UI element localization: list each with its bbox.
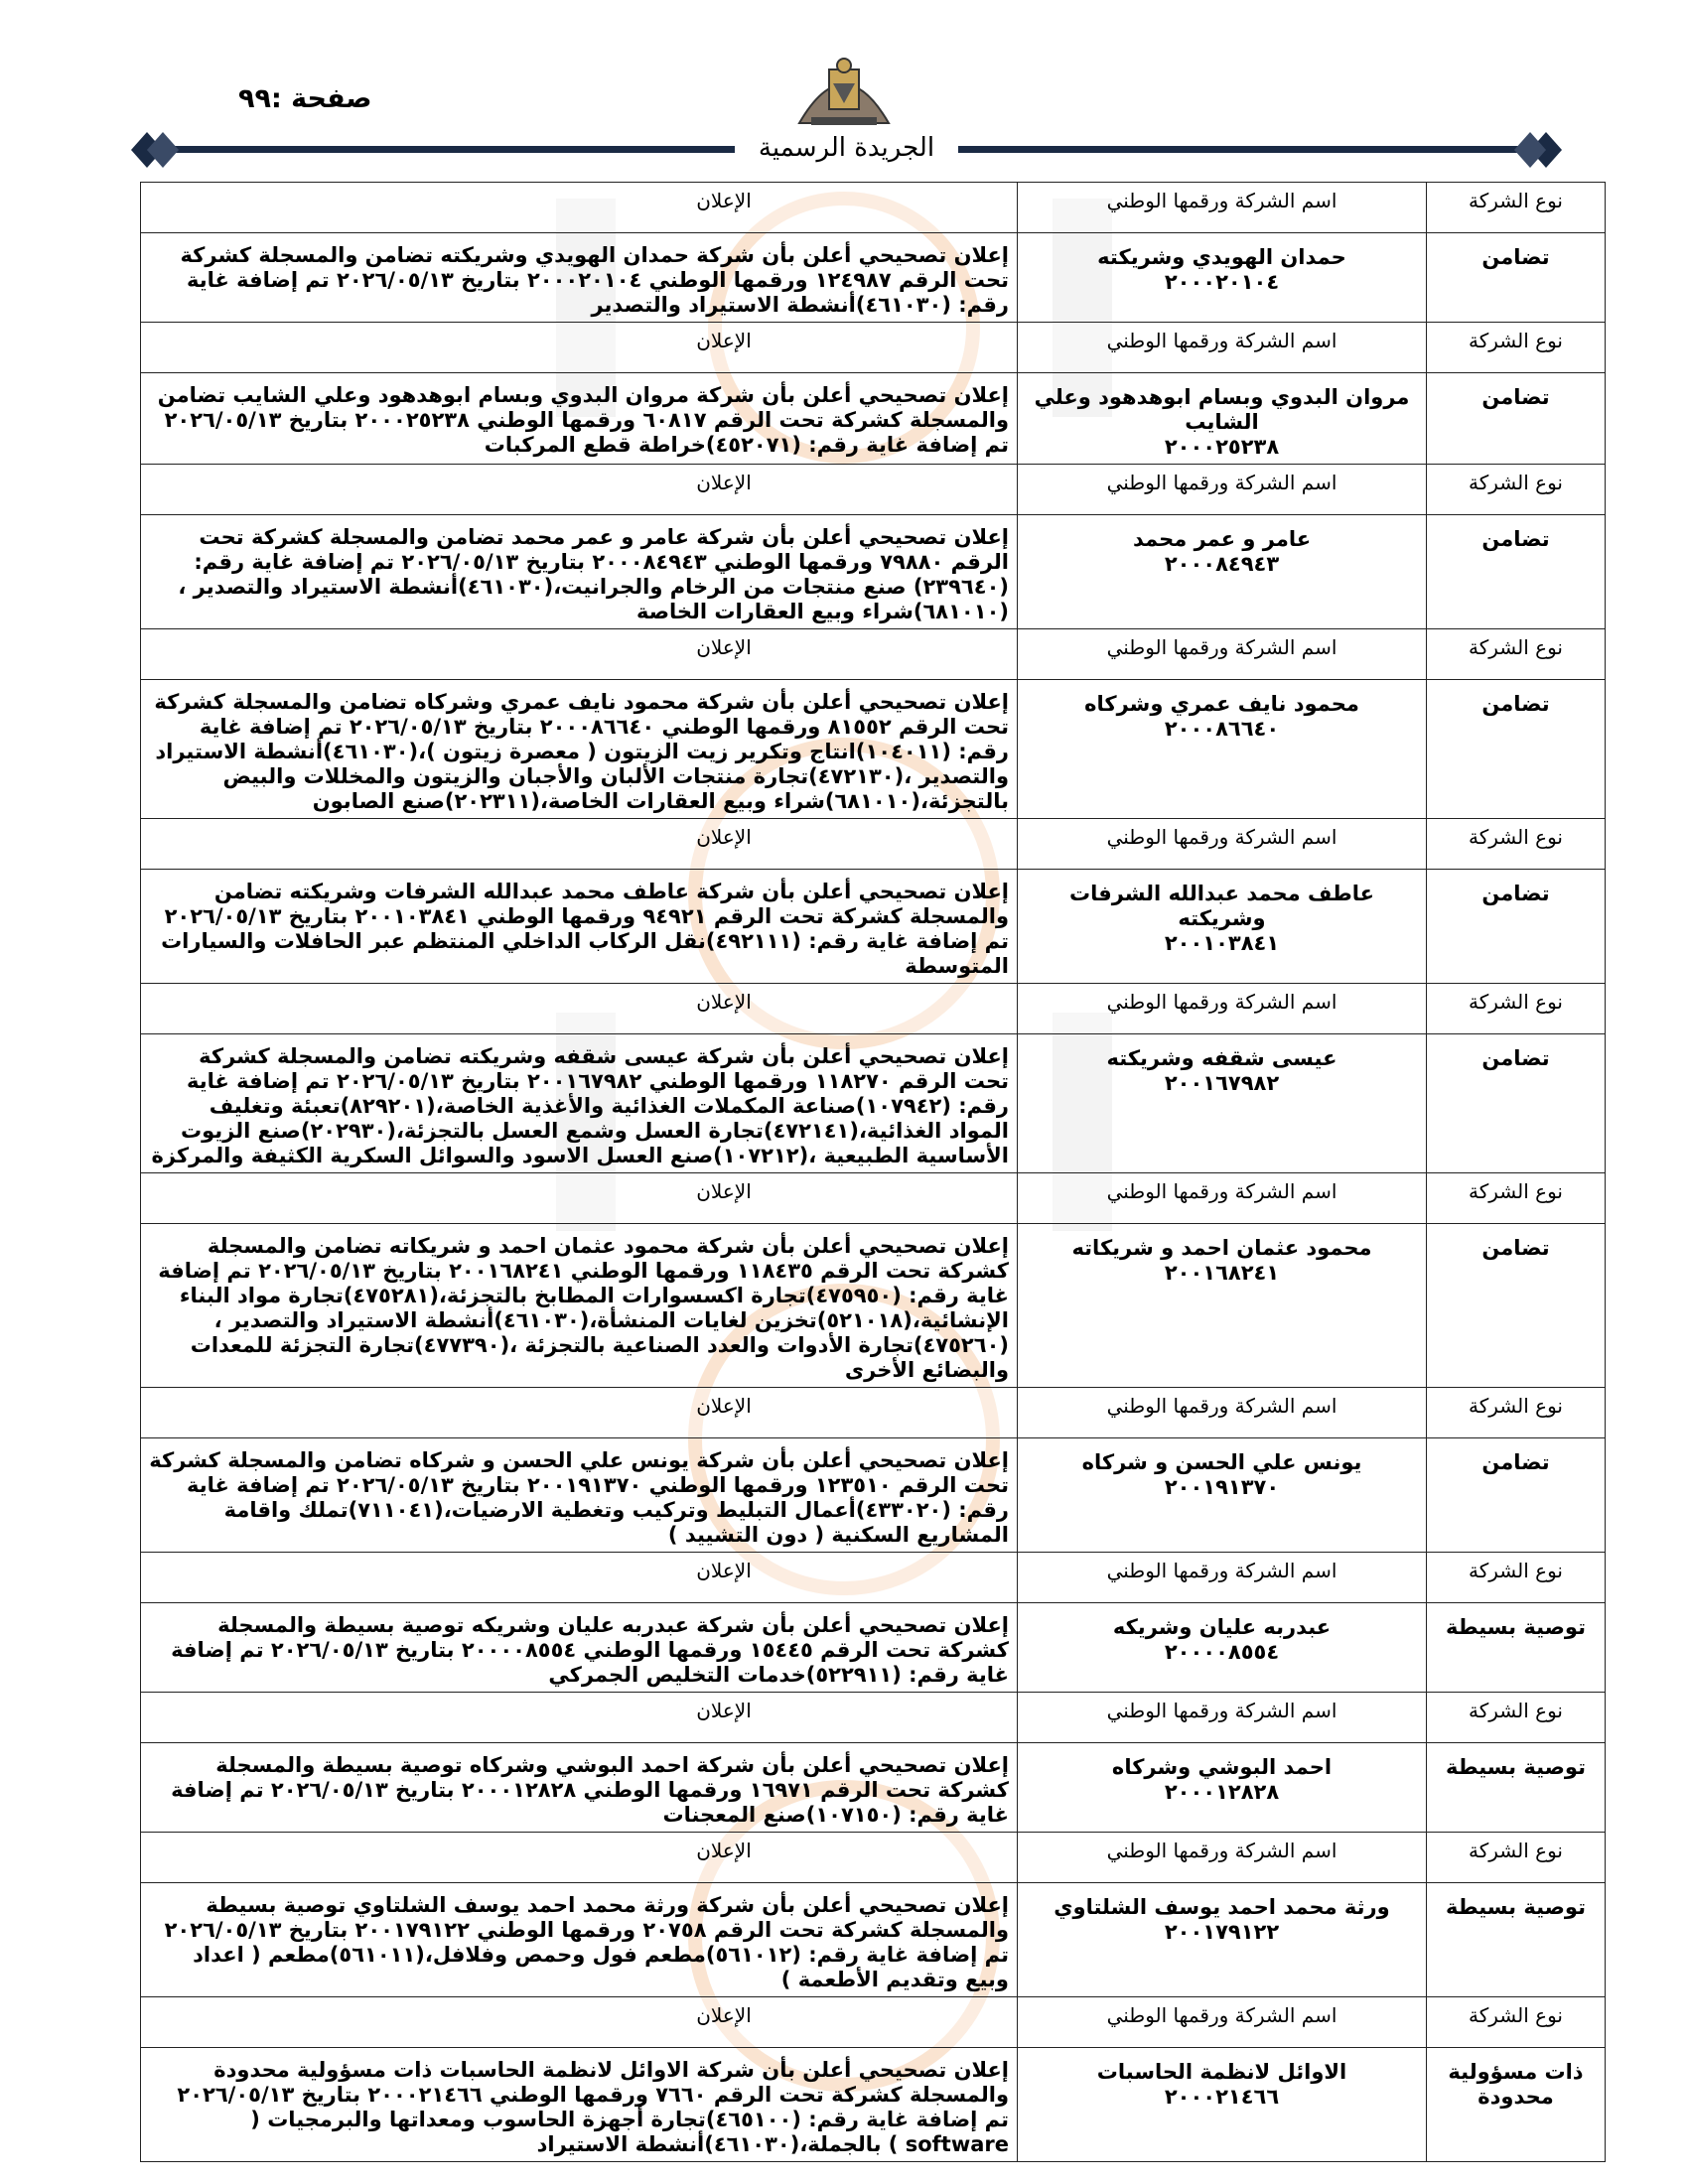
record-row	[141, 870, 1606, 984]
company-type: توصية بسيطة	[1427, 1883, 1606, 1997]
national-number: ٢٠٠١٦٨٢٤١	[1164, 1261, 1280, 1285]
record-row	[141, 1438, 1606, 1553]
header-name: اسم الشركة ورقمها الوطني	[1018, 1388, 1427, 1438]
header-notice: الإعلان	[141, 1388, 1018, 1438]
notice-text: إعلان تصحيحي أعلن بأن شركة يونس علي الحسن و شركاه تضامن والمسجلة كشركة تحت الرقم ١٢٣٥١٠ ورقمها الوطني ٢٠٠١٩١٣٧٠ بتاريخ ٢٠٢٦/٠٥/١٣ تم إضافة غاية رقم: (٤٣٣٠٢٠)أعمال التبليط وتركيب وتغطية الارضيات،(٧١١٠٤١)تملك واقامة المشاريع السكنية ( دون التشييد )	[141, 1438, 1018, 1553]
company-name-cell	[1018, 1603, 1427, 1693]
header-name: اسم الشركة ورقمها الوطني	[1018, 465, 1427, 515]
company-name: محمود عثمان احمد و شريكاته	[1071, 1236, 1372, 1260]
notice-text: إعلان تصحيحي أعلن بأن شركة احمد البوشي وشركاه توصية بسيطة والمسجلة كشركة تحت الرقم ١٦٩٧١ ورقمها الوطني ٢٠٠٠١٢٨٢٨ بتاريخ ٢٠٢٦/٠٥/١٣ تم إضافة غاية رقم: (١٠٧١٥٠)صنع المعجنات	[141, 1743, 1018, 1833]
header-type: نوع الشركة	[1427, 1997, 1606, 2048]
company-name-cell	[1018, 1883, 1427, 1997]
company-type: تضامن	[1427, 515, 1606, 629]
header-row	[141, 1997, 1606, 2048]
notice-text: إعلان تصحيحي أعلن بأن شركة عبدربه عليان وشريكه توصية بسيطة والمسجلة كشركة تحت الرقم ١٥٤٤٥ ورقمها الوطني ٢٠٠٠٠٨٥٥٤ بتاريخ ٢٠٢٦/٠٥/١٣ تم إضافة غاية رقم: (٥٢٢٩١١)خدمات التخليص الجمركي	[141, 1603, 1018, 1693]
company-type: تضامن	[1427, 680, 1606, 819]
header-name: اسم الشركة ورقمها الوطني	[1018, 1833, 1427, 1883]
header-notice: الإعلان	[141, 1693, 1018, 1743]
header-name: اسم الشركة ورقمها الوطني	[1018, 629, 1427, 680]
record-row	[141, 2048, 1606, 2162]
notice-text: إعلان تصحيحي أعلن بأن شركة عامر و عمر محمد تضامن والمسجلة كشركة تحت الرقم ٧٩٨٨٠ ورقمها الوطني ٢٠٠٠٨٤٩٤٣ بتاريخ ٢٠٢٦/٠٥/١٣ تم إضافة غاية رقم: (٢٣٩٦٤٠) صنع منتجات من الرخام والجرانيت،(٤٦١٠٣٠)أنشطة الاستيراد والتصدير ،(٦٨١٠١٠)شراء وبيع العقارات الخاصة	[141, 515, 1018, 629]
company-type: تضامن	[1427, 233, 1606, 323]
company-type: تضامن	[1427, 373, 1606, 465]
header-type: نوع الشركة	[1427, 629, 1606, 680]
notice-text: إعلان تصحيحي أعلن بأن شركة محمود عثمان احمد و شريكاته تضامن والمسجلة كشركة تحت الرقم ١١٨٤٣٥ ورقمها الوطني ٢٠٠١٦٨٢٤١ بتاريخ ٢٠٢٦/٠٥/١٣ تم إضافة غاية رقم: (٤٧٥٩٥٠)تجارة اكسسوارات المطابخ بالتجزئة،(٤٧٥٢٨١)تجارة مواد البناء الإنشائية،(٥٢١٠١٨)تخزين لغايات المنشأة،(٤٦١٠٣٠)أنشطة الاستيراد والتصدير ،(٤٧٥٢٦٠)تجارة الأدوات والعدد الصناعية بالتجزئة ،(٤٧٧٣٩٠)تجارة التجزئة للمعدات والبضائع الأخرى	[141, 1224, 1018, 1388]
notice-text: إعلان تصحيحي أعلن بأن شركة عيسى شقفه وشريكته تضامن والمسجلة كشركة تحت الرقم ١١٨٢٧٠ ورقمها الوطني ٢٠٠١٦٧٩٨٢ بتاريخ ٢٠٢٦/٠٥/١٣ تم إضافة غاية رقم: (١٠٧٩٤٢)صناعة المكملات الغذائية والأغذية الخاصة،(٨٢٩٢٠١)تعبئة وتغليف المواد الغذائية،(٤٧٢١٤١)تجارة العسل وشمع العسل بالتجزئة،(٢٠٢٩٣٠)صنع الزيوت الأساسية الطبيعية ،(١٠٧٢١٢)صنع العسل الاسود والسوائل السكرية الكثيفة والمركزة	[141, 1034, 1018, 1173]
national-number: ٢٠٠٠٨٤٩٤٣	[1164, 552, 1280, 576]
record-row	[141, 1224, 1606, 1388]
header-type: نوع الشركة	[1427, 1693, 1606, 1743]
header-row	[141, 1833, 1606, 1883]
header-type: نوع الشركة	[1427, 1388, 1606, 1438]
national-number: ٢٠٠٠٢٥٢٣٨	[1164, 435, 1280, 459]
company-name: عيسى شقفه وشريكته	[1106, 1046, 1337, 1070]
company-name-cell	[1018, 515, 1427, 629]
notices-table	[140, 182, 1606, 2162]
national-number: ٢٠٠١٧٩١٢٢	[1164, 1920, 1280, 1944]
record-row	[141, 1034, 1606, 1173]
national-number: ٢٠٠٠٢١٤٦٦	[1164, 2085, 1280, 2109]
header-name: اسم الشركة ورقمها الوطني	[1018, 984, 1427, 1034]
notice-text: إعلان تصحيحي أعلن بأن شركة محمود نايف عمري وشركاه تضامن والمسجلة كشركة تحت الرقم ٨١٥٥٢ ورقمها الوطني ٢٠٠٠٨٦٦٤٠ بتاريخ ٢٠٢٦/٠٥/١٣ تم إضافة غاية رقم: (١٠٤٠١١)انتاج وتكرير زيت الزيتون ( معصرة زيتون )،(٤٦١٠٣٠)أنشطة الاستيراد والتصدير ،(٤٧٢١٣٠)تجارة منتجات الألبان والأجبان والزيتون والمخللات والبيض بالتجزئة،(٦٨١٠١٠)شراء وبيع العقارات الخاصة،(٢٠٢٣١١)صنع الصابون	[141, 680, 1018, 819]
header-name: اسم الشركة ورقمها الوطني	[1018, 323, 1427, 373]
record-row	[141, 515, 1606, 629]
national-number: ٢٠٠٠٨٦٦٤٠	[1164, 717, 1280, 741]
record-row	[141, 1603, 1606, 1693]
header-notice: الإعلان	[141, 1833, 1018, 1883]
company-name-cell	[1018, 1034, 1427, 1173]
coat-of-arms-icon	[789, 56, 899, 130]
notice-text: إعلان تصحيحي أعلن بأن شركة مروان البدوي وبسام ابوهدهود وعلي الشايب تضامن والمسجلة كشركة تحت الرقم ٦٠٨١٧ ورقمها الوطني ٢٠٠٠٢٥٢٣٨ بتاريخ ٢٠٢٦/٠٥/١٣ تم إضافة غاية رقم: (٤٥٢٠٧١)خراطة قطع المركبات	[141, 373, 1018, 465]
header-row	[141, 323, 1606, 373]
company-name-cell	[1018, 233, 1427, 323]
header-notice: الإعلان	[141, 465, 1018, 515]
header-row	[141, 984, 1606, 1034]
company-name: عامر و عمر محمد	[1132, 527, 1312, 551]
header-name: اسم الشركة ورقمها الوطني	[1018, 1553, 1427, 1603]
knot-ornament-icon	[131, 132, 179, 168]
header-type: نوع الشركة	[1427, 323, 1606, 373]
company-name: ورثة محمد احمد يوسف الشلتاوي	[1054, 1895, 1390, 1919]
record-row	[141, 233, 1606, 323]
record-row	[141, 1743, 1606, 1833]
company-name: الاوائل لانظمة الحاسبات	[1096, 2060, 1347, 2084]
record-row	[141, 373, 1606, 465]
header-type: نوع الشركة	[1427, 1833, 1606, 1883]
record-row	[141, 1883, 1606, 1997]
company-type: ذات مسؤولية محدودة	[1427, 2048, 1606, 2162]
company-name: محمود نايف عمري وشركاه	[1084, 692, 1359, 716]
national-number: ٢٠٠٠٢٠١٠٤	[1164, 270, 1280, 294]
header-type: نوع الشركة	[1427, 1553, 1606, 1603]
header-notice: الإعلان	[141, 1173, 1018, 1224]
header-row	[141, 1553, 1606, 1603]
company-type: توصية بسيطة	[1427, 1603, 1606, 1693]
header-notice: الإعلان	[141, 183, 1018, 233]
header-type: نوع الشركة	[1427, 183, 1606, 233]
header-notice: الإعلان	[141, 323, 1018, 373]
company-name-cell	[1018, 1438, 1427, 1553]
header-row	[141, 629, 1606, 680]
header-type: نوع الشركة	[1427, 819, 1606, 870]
national-number: ٢٠٠٠١٢٨٢٨	[1164, 1780, 1280, 1804]
header-notice: الإعلان	[141, 629, 1018, 680]
notice-text: إعلان تصحيحي أعلن بأن شركة عاطف محمد عبدالله الشرفات وشريكته تضامن والمسجلة كشركة تحت الرقم ٩٤٩٢١ ورقمها الوطني ٢٠٠١٠٣٨٤١ بتاريخ ٢٠٢٦/٠٥/١٣ تم إضافة غاية رقم: (٤٩٢١١١)نقل الركاب الداخلي المنتظم عبر الحافلات والسيارات المتوسطة	[141, 870, 1018, 984]
header-type: نوع الشركة	[1427, 984, 1606, 1034]
header-notice: الإعلان	[141, 984, 1018, 1034]
header-type: نوع الشركة	[1427, 465, 1606, 515]
company-type: تضامن	[1427, 1438, 1606, 1553]
company-name-cell	[1018, 870, 1427, 984]
company-name-cell	[1018, 1224, 1427, 1388]
company-name-cell	[1018, 373, 1427, 465]
header-row	[141, 1173, 1606, 1224]
national-number: ٢٠٠٠٠٨٥٥٤	[1164, 1640, 1280, 1664]
company-name: حمدان الهويدي وشريكته	[1097, 245, 1346, 269]
national-number: ٢٠٠١٩١٣٧٠	[1164, 1475, 1280, 1499]
knot-ornament-icon	[1514, 132, 1562, 168]
header-name: اسم الشركة ورقمها الوطني	[1018, 183, 1427, 233]
gazette-title: الجريدة الرسمية	[735, 133, 958, 163]
notice-text: إعلان تصحيحي أعلن بأن شركة حمدان الهويدي وشريكته تضامن والمسجلة كشركة تحت الرقم ١٢٤٩٨٧ ورقمها الوطني ٢٠٠٠٢٠١٠٤ بتاريخ ٢٠٢٦/٠٥/١٣ تم إضافة غاية رقم: (٤٦١٠٣٠)أنشطة الاستيراد والتصدير	[141, 233, 1018, 323]
page-number: صفحة :٩٩	[238, 83, 372, 114]
company-type: تضامن	[1427, 870, 1606, 984]
company-name: مروان البدوي وبسام ابوهدهود وعلي الشايب	[1034, 385, 1410, 434]
company-type: تضامن	[1427, 1034, 1606, 1173]
company-name: عاطف محمد عبدالله الشرفات وشريكته	[1069, 882, 1374, 930]
company-name: يونس علي الحسن و شركاه	[1081, 1450, 1362, 1474]
header-row	[141, 1388, 1606, 1438]
header-row	[141, 183, 1606, 233]
header-notice: الإعلان	[141, 819, 1018, 870]
header-name: اسم الشركة ورقمها الوطني	[1018, 1997, 1427, 2048]
company-name-cell	[1018, 2048, 1427, 2162]
header-name: اسم الشركة ورقمها الوطني	[1018, 1173, 1427, 1224]
company-name-cell	[1018, 680, 1427, 819]
header-notice: الإعلان	[141, 1997, 1018, 2048]
header-row	[141, 1693, 1606, 1743]
record-row	[141, 680, 1606, 819]
notice-text: إعلان تصحيحي أعلن بأن شركة ورثة محمد احمد يوسف الشلتاوي توصية بسيطة والمسجلة كشركة تحت الرقم ٢٠٧٥٨ ورقمها الوطني ٢٠٠١٧٩١٢٢ بتاريخ ٢٠٢٦/٠٥/١٣ تم إضافة غاية رقم: (٥٦١٠١٢)مطعم فول وحمص وفلافل،(٥٦١٠١١)مطعم ( اعداد وبيع وتقديم الأطعمة )	[141, 1883, 1018, 1997]
company-name-cell	[1018, 1743, 1427, 1833]
header-name: اسم الشركة ورقمها الوطني	[1018, 819, 1427, 870]
header-type: نوع الشركة	[1427, 1173, 1606, 1224]
company-type: تضامن	[1427, 1224, 1606, 1388]
company-type: توصية بسيطة	[1427, 1743, 1606, 1833]
header-row	[141, 465, 1606, 515]
header-notice: الإعلان	[141, 1553, 1018, 1603]
header-name: اسم الشركة ورقمها الوطني	[1018, 1693, 1427, 1743]
national-number: ٢٠٠١٠٣٨٤١	[1164, 931, 1280, 955]
company-name: عبدربه عليان وشريكه	[1112, 1615, 1332, 1639]
notice-text: إعلان تصحيحي أعلن بأن شركة الاوائل لانظمة الحاسبات ذات مسؤولية محدودة والمسجلة كشركة تحت الرقم ٧٦٦٠ ورقمها الوطني ٢٠٠٠٢١٤٦٦ بتاريخ ٢٠٢٦/٠٥/١٣ تم إضافة غاية رقم: (٤٦٥١٠٠)تجارة أجهزة الحاسوب ومعداتها والبرمجيات ( software ) بالجملة،(٤٦١٠٣٠)أنشطة الاستيراد	[141, 2048, 1018, 2162]
header-row	[141, 819, 1606, 870]
company-name: احمد البوشي وشركاه	[1111, 1755, 1333, 1779]
national-number: ٢٠٠١٦٧٩٨٢	[1164, 1071, 1280, 1095]
